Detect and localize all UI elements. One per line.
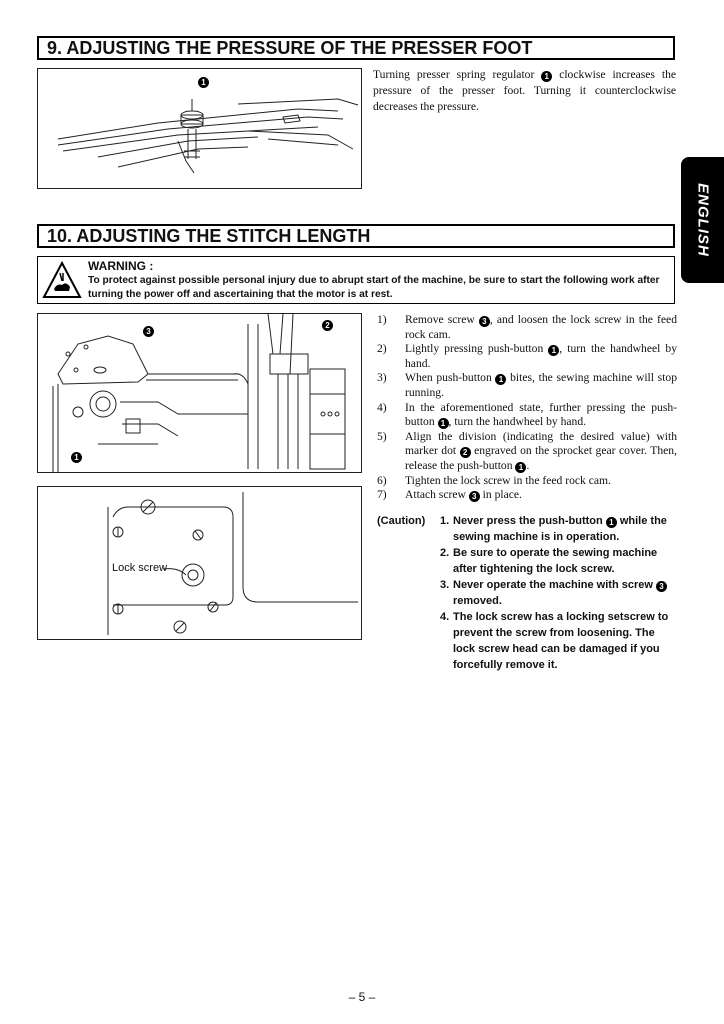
- step-item-number: 2): [377, 342, 387, 356]
- section-10-title: 10. ADJUSTING THE STITCH LENGTH: [37, 224, 675, 248]
- caution-item-number: 1.: [440, 515, 450, 527]
- callout-1-icon: 1: [515, 462, 526, 473]
- caution-item-number: 3.: [440, 579, 450, 591]
- callout-3-icon: 3: [656, 581, 667, 592]
- caution-item-text: Never press the push-button: [453, 515, 606, 527]
- section-9-title: 9. ADJUSTING THE PRESSURE OF THE PRESSER FOOT: [37, 36, 675, 60]
- step-item-number: 3): [377, 371, 387, 385]
- step-item-text: In the aforementioned state, further pressing the push-button: [405, 400, 677, 429]
- presser-spring-figure: [37, 68, 362, 189]
- caution-item-text: removed.: [453, 595, 502, 607]
- warning-text: To protect against possible personal injury due to abrupt start of the machine, be sure to start the following work after turning the power off and ascertaining that the motor is at rest.: [88, 275, 660, 300]
- step-item-text: .: [526, 458, 530, 472]
- step-item-number: 4): [377, 400, 387, 414]
- step-item: [377, 371, 677, 400]
- caution-item-number: 2.: [440, 547, 450, 559]
- step-item-text: Lightly pressing push-button: [405, 342, 549, 356]
- caution-item: [440, 609, 677, 673]
- step-item-text: When push-button: [405, 371, 496, 385]
- callout-3-icon: 3: [469, 491, 480, 502]
- caution-item-number: 4.: [440, 611, 450, 623]
- callout-1-icon: 1: [606, 517, 617, 528]
- page-number: – 5 –: [348, 990, 376, 1004]
- language-tab-label: ENGLISH: [694, 183, 711, 257]
- step-item: [377, 401, 677, 430]
- language-tab: [681, 157, 724, 283]
- callout-1-icon: 1: [495, 374, 506, 385]
- step-item-number: 6): [377, 473, 387, 487]
- callout-2-icon: 2: [322, 320, 333, 331]
- push-button-illustration: [38, 314, 363, 474]
- callout-2-icon: 2: [460, 447, 471, 458]
- warning-title: WARNING :: [88, 259, 154, 273]
- caution-list: [440, 513, 677, 673]
- step-item: [377, 488, 677, 503]
- step-item-number: 5): [377, 429, 387, 443]
- step-item: [377, 342, 677, 371]
- step-item: [377, 474, 677, 489]
- step-item-text: in place.: [479, 488, 522, 502]
- step-item-text: engraved on the sprocket gear cover. Then, release the push-button: [405, 444, 677, 472]
- callout-1-icon: 1: [71, 452, 82, 463]
- step-item-text: , turn the handwheel by hand.: [405, 342, 677, 370]
- procedure-steps: [377, 313, 677, 503]
- step-item-text: Remove screw: [405, 313, 479, 326]
- step-item-text: , turn the handwheel by hand.: [448, 415, 587, 429]
- lock-screw-illustration: [38, 487, 363, 641]
- step-item-text: , and loosen the lock screw in the feed rock cam.: [405, 313, 677, 341]
- step-item-number: 7): [377, 488, 387, 502]
- caution-item: [440, 577, 677, 609]
- caution-item: [440, 545, 677, 577]
- step-item-text: Attach screw: [405, 488, 469, 502]
- step-item: [377, 313, 677, 342]
- caution-label: (Caution): [377, 515, 426, 527]
- callout-1-icon: 1: [198, 77, 209, 88]
- section-9-text: Turning presser spring regulator 1 clockwise increases the pressure of the presser foot. Turning it counterclockwise decreases the pressure.: [373, 68, 677, 113]
- callout-3-icon: 3: [479, 316, 490, 327]
- step-item-text: Tighten the lock screw in the feed rock cam.: [405, 473, 611, 487]
- stitch-figure-top: [37, 313, 362, 473]
- callout-1-icon: 1: [541, 71, 552, 82]
- caution-item-text: The lock screw has a locking setscrew to prevent the screw from loosening. The lock screw head can be damaged if you forcefully remove it.: [453, 611, 669, 671]
- step-item-number: 1): [377, 313, 387, 326]
- warning-hand-icon: [42, 261, 82, 299]
- callout-3-icon: 3: [143, 326, 154, 337]
- lock-screw-figure: [37, 486, 362, 640]
- caution-item-text: Be sure to operate the sewing machine after tightening the lock screw.: [453, 547, 658, 575]
- step-item: [377, 430, 677, 474]
- callout-1-icon: 1: [438, 418, 449, 429]
- step-item-text: bites, the sewing machine will stop running.: [405, 371, 678, 399]
- lock-screw-label: Lock screw: [112, 562, 168, 574]
- warning-box: [37, 256, 675, 304]
- callout-1-icon: 1: [548, 345, 559, 356]
- caution-item-text: Never operate the machine with screw: [453, 579, 656, 591]
- step-item-text: Align the division (indicating the desired value) with marker dot: [405, 429, 677, 458]
- caution-item-text: while the sewing machine is in operation.: [453, 515, 667, 543]
- caution-item: [440, 513, 677, 545]
